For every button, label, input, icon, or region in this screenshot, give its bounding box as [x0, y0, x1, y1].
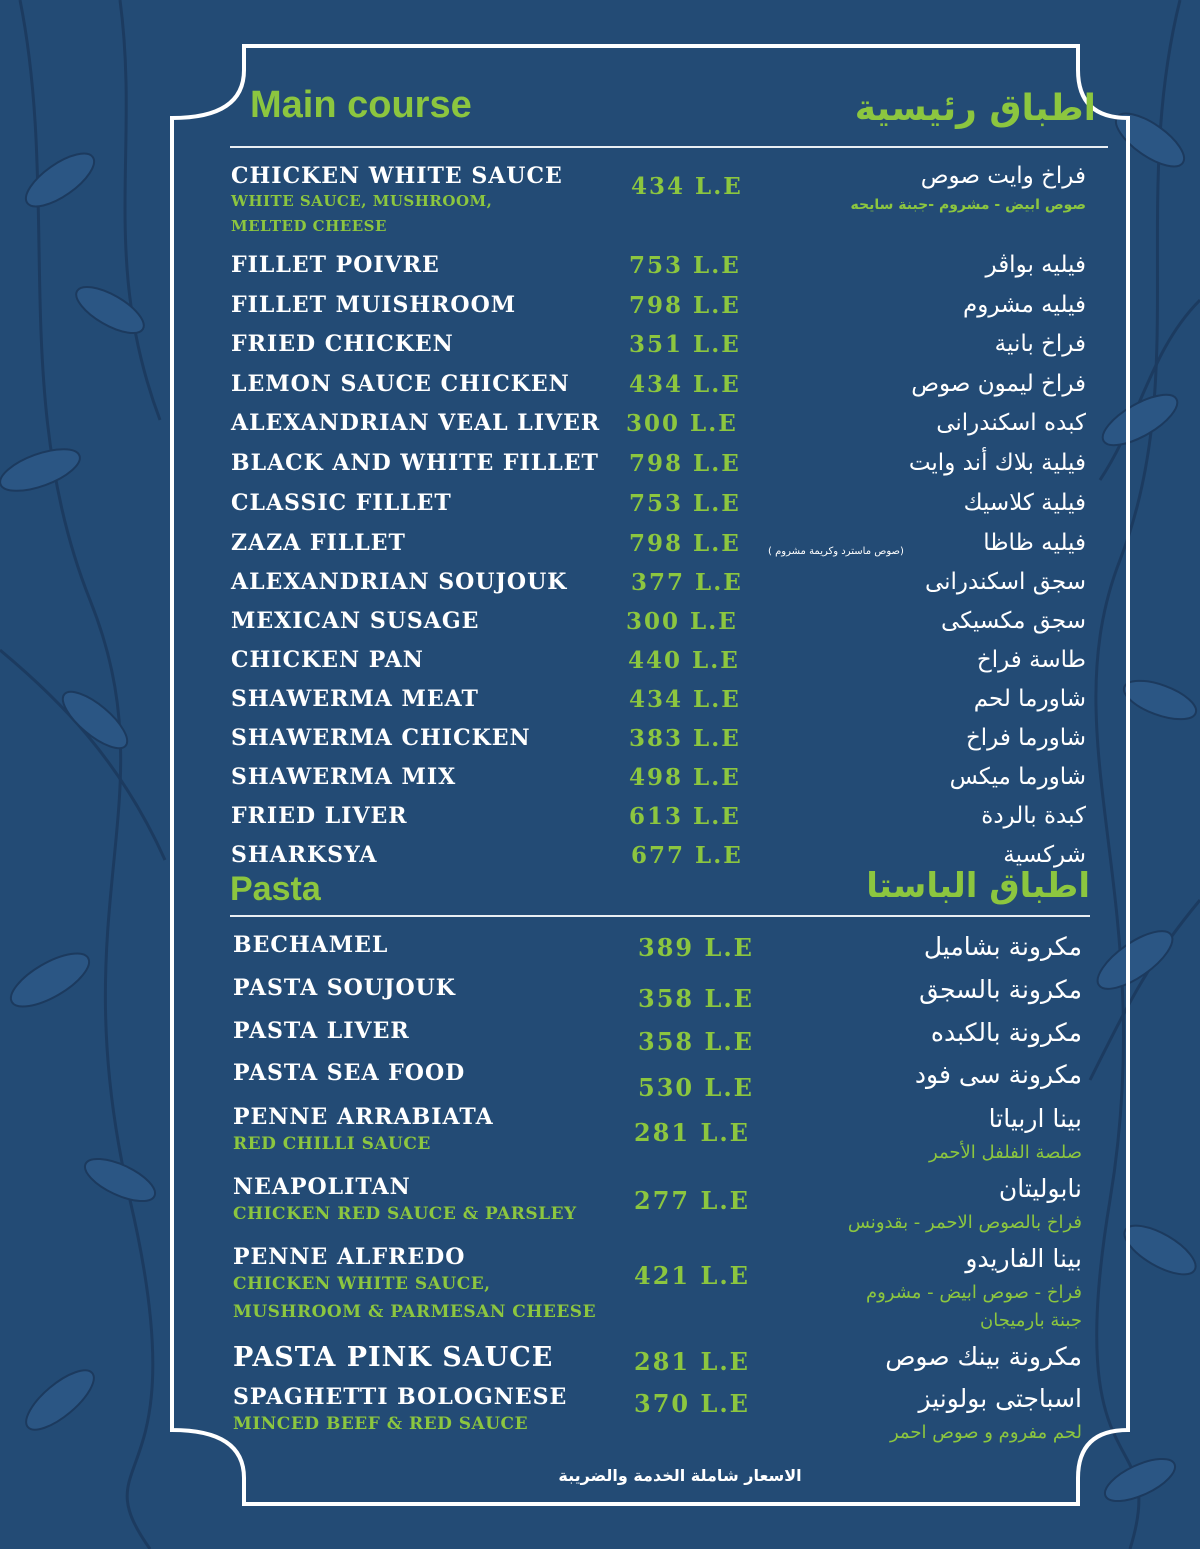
- item-price: 798 L.E: [629, 530, 741, 557]
- item-name-ar: نابوليتان: [998, 1174, 1082, 1203]
- item-name-en: SHAWERMA MIX: [231, 764, 457, 790]
- item-name-en: PASTA SOUJOUK: [233, 975, 456, 1001]
- item-price: 370 L.E: [634, 1389, 750, 1418]
- item-name-en: CLASSIC FILLET: [231, 490, 452, 516]
- item-name-ar: فيليه مشروم: [962, 292, 1086, 318]
- item-price: 351 L.E: [629, 331, 741, 358]
- item-name-ar: بينا اربياتا: [988, 1104, 1082, 1133]
- item-name-en: SPAGHETTI BOLOGNESE: [233, 1384, 568, 1410]
- item-name-en: SHARKSYA: [231, 842, 378, 868]
- item-price: 281 L.E: [634, 1118, 750, 1147]
- item-price: 421 L.E: [634, 1261, 750, 1290]
- item-price: 434 L.E: [629, 371, 741, 398]
- item-name-ar: فيلية كلاسيك: [963, 490, 1086, 516]
- item-name-en: FRIED LIVER: [231, 803, 408, 829]
- item-description-ar: صلصة الفلفل الأحمر: [929, 1142, 1082, 1163]
- pasta-title-ar: اطباق الباستا: [866, 866, 1090, 906]
- item-description-ar: صوص ابيض - مشروم -جبنة سايحه: [850, 197, 1086, 213]
- item-price: 434 L.E: [631, 173, 743, 200]
- item-name-en: PASTA SEA FOOD: [233, 1060, 466, 1086]
- item-description-en: WHITE SAUCE, MUSHROOM,: [231, 192, 493, 210]
- item-price: 677 L.E: [631, 842, 743, 869]
- item-price: 389 L.E: [638, 933, 754, 962]
- item-name-en: SHAWERMA CHICKEN: [231, 725, 531, 751]
- item-description-en: CHICKEN WHITE SAUCE,: [233, 1274, 491, 1294]
- item-price: 434 L.E: [629, 686, 741, 713]
- item-name-ar: فراخ ليمون صوص: [911, 371, 1086, 397]
- item-name-ar: شاورما ميكس: [949, 764, 1086, 790]
- footer-note: الاسعار شاملة الخدمة والضريبة: [558, 1466, 802, 1485]
- item-name-ar: طاسة فراخ: [976, 647, 1086, 673]
- item-name-ar: فيلية بلاك أند وايت: [908, 450, 1086, 476]
- item-price: 440 L.E: [628, 647, 740, 674]
- item-name-en: PENNE ALFREDO: [233, 1244, 466, 1270]
- item-name-en: ZAZA FILLET: [231, 530, 406, 556]
- item-name-ar: كبده اسكندرانى: [936, 410, 1086, 436]
- item-name-ar: مكرونة بالسجق: [919, 975, 1082, 1004]
- item-name-ar: مكرونة بينك صوص: [885, 1342, 1082, 1371]
- item-name-ar: سجق اسكندرانى: [924, 569, 1086, 595]
- item-name-en: CHICKEN PAN: [231, 647, 424, 673]
- item-description-en: MUSHROOM & PARMESAN CHEESE: [233, 1302, 597, 1322]
- item-description-ar: فراخ - صوص ابيض - مشروم: [865, 1282, 1082, 1303]
- item-name-ar: مكرونة بالكبده: [930, 1018, 1082, 1047]
- item-name-ar: سجق مكسيكى: [941, 608, 1086, 634]
- item-name-en: PASTA LIVER: [233, 1018, 410, 1044]
- item-price: 613 L.E: [629, 803, 741, 830]
- item-name-en: FILLET MUISHROOM: [231, 292, 517, 318]
- item-price: 300 L.E: [626, 410, 738, 437]
- item-price: 358 L.E: [638, 1027, 754, 1056]
- item-name-ar: فراخ بانية: [994, 331, 1086, 357]
- item-name-en: LEMON SAUCE CHICKEN: [231, 371, 570, 397]
- item-name-ar: شاورما فراخ: [965, 725, 1086, 751]
- item-name-ar: مكرونة سى فود: [914, 1060, 1082, 1089]
- item-price: 281 L.E: [634, 1347, 750, 1376]
- item-note-ar: (صوص ماسترد وكريمة مشروم ): [768, 546, 904, 557]
- item-name-ar: فراخ وايت صوص: [920, 163, 1086, 189]
- item-description-ar: لحم مفروم و صوص احمر: [890, 1422, 1082, 1443]
- pasta-divider: [230, 915, 1090, 917]
- item-price: 753 L.E: [629, 252, 741, 279]
- item-name-ar: بينا الفاريدو: [965, 1244, 1082, 1273]
- item-name-en: NEAPOLITAN: [233, 1174, 411, 1200]
- item-name-en: BLACK AND WHITE FILLET: [231, 450, 599, 476]
- item-name-ar: شركسية: [1003, 842, 1086, 868]
- main-course-divider: [230, 146, 1108, 148]
- item-price: 377 L.E: [631, 569, 743, 596]
- item-description-ar: جبنة بارميجان: [980, 1310, 1082, 1331]
- item-name-ar: مكرونة بشاميل: [923, 932, 1082, 961]
- item-description-en: MELTED CHEESE: [231, 217, 387, 235]
- item-name-ar: اسباجتى بولونيز: [918, 1384, 1082, 1413]
- item-name-en: SHAWERMA MEAT: [231, 686, 479, 712]
- item-price: 498 L.E: [629, 764, 741, 791]
- item-name-ar: كبدة بالردة: [981, 803, 1086, 829]
- item-name-en: ALEXANDRIAN VEAL LIVER: [231, 410, 601, 436]
- item-description-en: CHICKEN RED SAUCE & PARSLEY: [233, 1204, 577, 1224]
- item-price: 300 L.E: [626, 608, 738, 635]
- main-course-title-en: Main course: [250, 84, 472, 126]
- pasta-title-en: Pasta: [230, 870, 321, 908]
- item-price: 277 L.E: [634, 1186, 750, 1215]
- item-name-ar: شاورما لحم: [973, 686, 1086, 712]
- item-description-ar: فراخ بالصوص الاحمر - بقدونس: [847, 1212, 1082, 1233]
- item-description-en: MINCED BEEF & RED SAUCE: [233, 1414, 529, 1434]
- item-name-ar: فيليه بواڤر: [985, 252, 1086, 278]
- item-price: 530 L.E: [638, 1073, 754, 1102]
- item-name-en: PENNE ARRABIATA: [233, 1104, 494, 1130]
- item-name-en: FRIED CHICKEN: [231, 331, 454, 357]
- item-price: 798 L.E: [629, 292, 741, 319]
- item-name-en: ALEXANDRIAN SOUJOUK: [231, 569, 568, 595]
- item-name-en: CHICKEN WHITE SAUCE: [231, 163, 563, 189]
- item-name-en: FILLET POIVRE: [231, 252, 440, 278]
- item-price: 753 L.E: [629, 490, 741, 517]
- item-price: 798 L.E: [629, 450, 741, 477]
- main-course-title-ar: اطباق رئيسية: [854, 88, 1096, 129]
- item-name-ar: فيليه ظاظا: [983, 530, 1086, 556]
- item-name-en: BECHAMEL: [233, 932, 389, 958]
- item-name-en: MEXICAN SUSAGE: [231, 608, 480, 634]
- item-price: 358 L.E: [638, 984, 754, 1013]
- item-name-en: PASTA PINK SAUCE: [233, 1342, 554, 1373]
- item-price: 383 L.E: [629, 725, 741, 752]
- item-description-en: RED CHILLI SAUCE: [233, 1134, 431, 1154]
